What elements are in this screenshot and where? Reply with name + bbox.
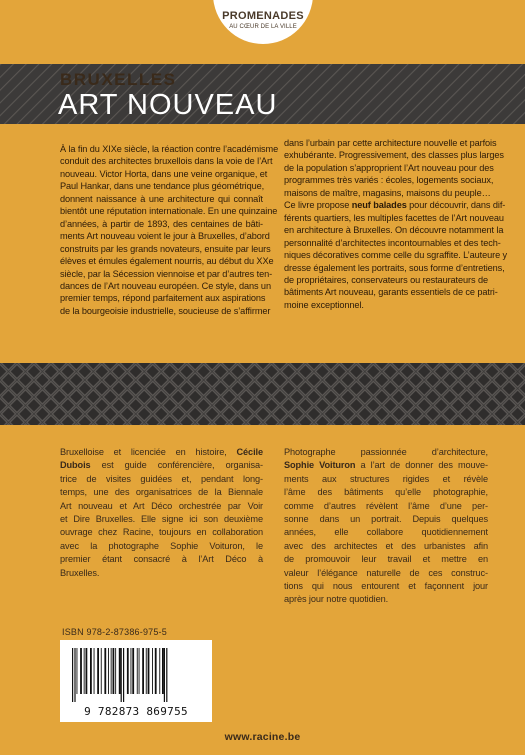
text-line: bâtiments Art nouveau, garants essentiels de ce patri- [284,287,498,298]
text-line: premier temps, répond parfaitement aux aspirations [60,293,266,304]
barcode-bar [131,648,132,694]
barcode-bar [101,648,102,694]
text-line: Bruxelloise et licenciée en histoire, Cécile [60,447,263,457]
photographer-bio [284,446,488,607]
barcode-bar [146,648,147,694]
barcode-bar [159,648,160,694]
barcode [60,640,212,722]
text-line: Ce livre propose neuf balades pour découvrir, dans dif- [284,200,506,211]
barcode-bar [77,648,78,694]
text-line: valeur l’élégance naturelle de ces construc- [284,567,488,578]
author-bio [60,446,263,580]
text-line: sonne dans un portrait. Depuis quelques [284,514,488,525]
barcode-bar [74,648,75,702]
text-line: Art nouveau et Art Déco orchestrée par Voir [60,500,263,511]
text-line: Dubois est guide conférencière, organisa- [60,460,263,471]
text-line: dresse également les portraits, sous forme d’entretiens, [284,262,505,273]
text-line: de la bourgeoisie industrielle, soucieuse de s’affirmer [60,305,271,316]
barcode-bar [127,648,129,694]
text-line: siècle, par la Sécession viennoise et par d’autres ten- [60,268,273,279]
text-line: ouvrage chez Racine, toujours en collaboration [60,527,263,538]
text-line: À la fin du XIXe siècle, la réaction contre l’académisme [60,144,279,154]
text-line: et Dire Bruxelles. Elle signe ici son deuxième [60,514,263,525]
text-line: Sophie Voituron a l’art de donner des mouve- [284,460,488,471]
barcode-digits: 9 782873 869755 [84,705,188,718]
title-main: ART NOUVEAU [58,89,278,121]
title-city: BRUXELLES [60,70,177,89]
text-line: comme d’autres révèlent l’âme d’une per- [284,500,488,511]
text-line: férents quartiers, les multiples facettes de l’Art nouveau [284,212,504,223]
collection-subtitle: AU CŒUR DE LA VILLE [229,24,297,30]
text-line: temps, une des organisatrices de la Biennale [60,487,263,498]
text-line: tions qui nous entourent et façonnent jour [284,581,488,592]
text-line: de propriétaires, conservateurs ou restaurateurs de [284,274,488,285]
website: www.racine.be [224,731,301,743]
text-line: premier étant consacré à l’Art Déco à [60,554,263,565]
text-line: conduit des architectes bruxellois dans la voie de l’Art [60,156,273,167]
text-line: dans l’urbain par cette architecture nouvelle et parfois [284,138,497,148]
barcode-bar [162,648,164,694]
barcode-bar [108,648,109,694]
text-line: niques décoratives comme celle du sgraffite. L’auteure y [284,250,508,261]
text-line: Bruxelles. [60,567,100,578]
intro-text-left [60,143,279,317]
barcode-bar [142,648,144,694]
text-line: avec la photographe Sophie Voituron, le [60,540,263,551]
text-line: Paul Hankar, dans une tendance plus géométrique, [60,181,265,192]
barcode-bar [97,648,99,694]
barcode-bar [115,648,116,694]
text-line: avec des architectes et des urbanistes afin [284,540,488,551]
text-line: l’âme des bâtiments qu’elle photographie, [284,487,488,498]
barcode-bar [123,648,124,702]
barcode-bar [155,648,157,694]
text-line: ments Art nouveau voient le jour à Bruxelles, d’abord [60,231,270,242]
text-line: exhubérante. Progressivement, des classes plus larges [284,150,504,161]
text-line: personnalité d’architectes incontournables et des tech- [284,237,501,248]
barcode-bar [152,648,153,694]
text-line: nouveau. Victor Horta, dans une veine organique, et [60,168,268,179]
collection-name: PROMENADES [222,10,304,22]
text-line: de la population s’approprient l’Art nouveau pour des [284,162,494,173]
barcode-bar [148,648,150,694]
divider-banner [0,363,525,425]
barcode-bar [86,648,88,694]
barcode-bar [164,648,165,702]
text-line: dances de l’Art nouveau européen. Ce style, dans un [60,280,271,291]
text-line: années, elle collabore quotidiennement [284,527,488,538]
barcode-bar [139,648,140,694]
text-line: élèves et émules également nourris, au début du XXe [60,256,274,267]
barcode-bar [94,648,95,694]
barcode-bars [70,648,202,702]
text-line: programmes très variés : écoles, logements sociaux, [284,175,494,186]
text-line: ments aux structures rigides et révèle [284,473,488,484]
barcode-bar [113,648,115,694]
barcode-bar [132,648,134,694]
text-line: d’années, à partir de 1893, des centaines de bâti- [60,218,263,229]
intro-text-right [284,137,508,311]
text-line: Photographe passionnée d’architecture, [284,447,488,457]
barcode-bar [137,648,138,694]
text-line: maisons de maître, magasins, maisons du peuple… [284,187,491,198]
text-line: donnent naissance à une architecture qui connaît [60,193,263,204]
text-line: en architecture à Bruxelles. On découvre notamment la [284,225,504,236]
barcode-bar [80,648,82,694]
text-line: après jour notre quotidien. [284,594,389,605]
barcode-bar [119,648,121,694]
barcode-bar [121,648,122,702]
barcode-bar [72,648,73,702]
text-line: de promouvoir leur travail et mettre en [284,554,488,565]
barcode-bar [90,648,92,694]
text-line: moine exceptionnel. [284,299,364,310]
collection-badge [213,0,313,44]
text-line: trice de visites guidées et, pendant long- [60,473,263,484]
barcode-bar [166,648,167,702]
barcode-bar [104,648,106,694]
isbn: ISBN 978-2-87386-975-5 [62,627,167,637]
barcode-bar [111,648,112,694]
barcode-bar [84,648,85,694]
text-line: bientôt une réputation internationale. En une quinzaine [60,206,278,217]
text-line: construits par les grands novateurs, ensuite par leurs [60,243,271,254]
